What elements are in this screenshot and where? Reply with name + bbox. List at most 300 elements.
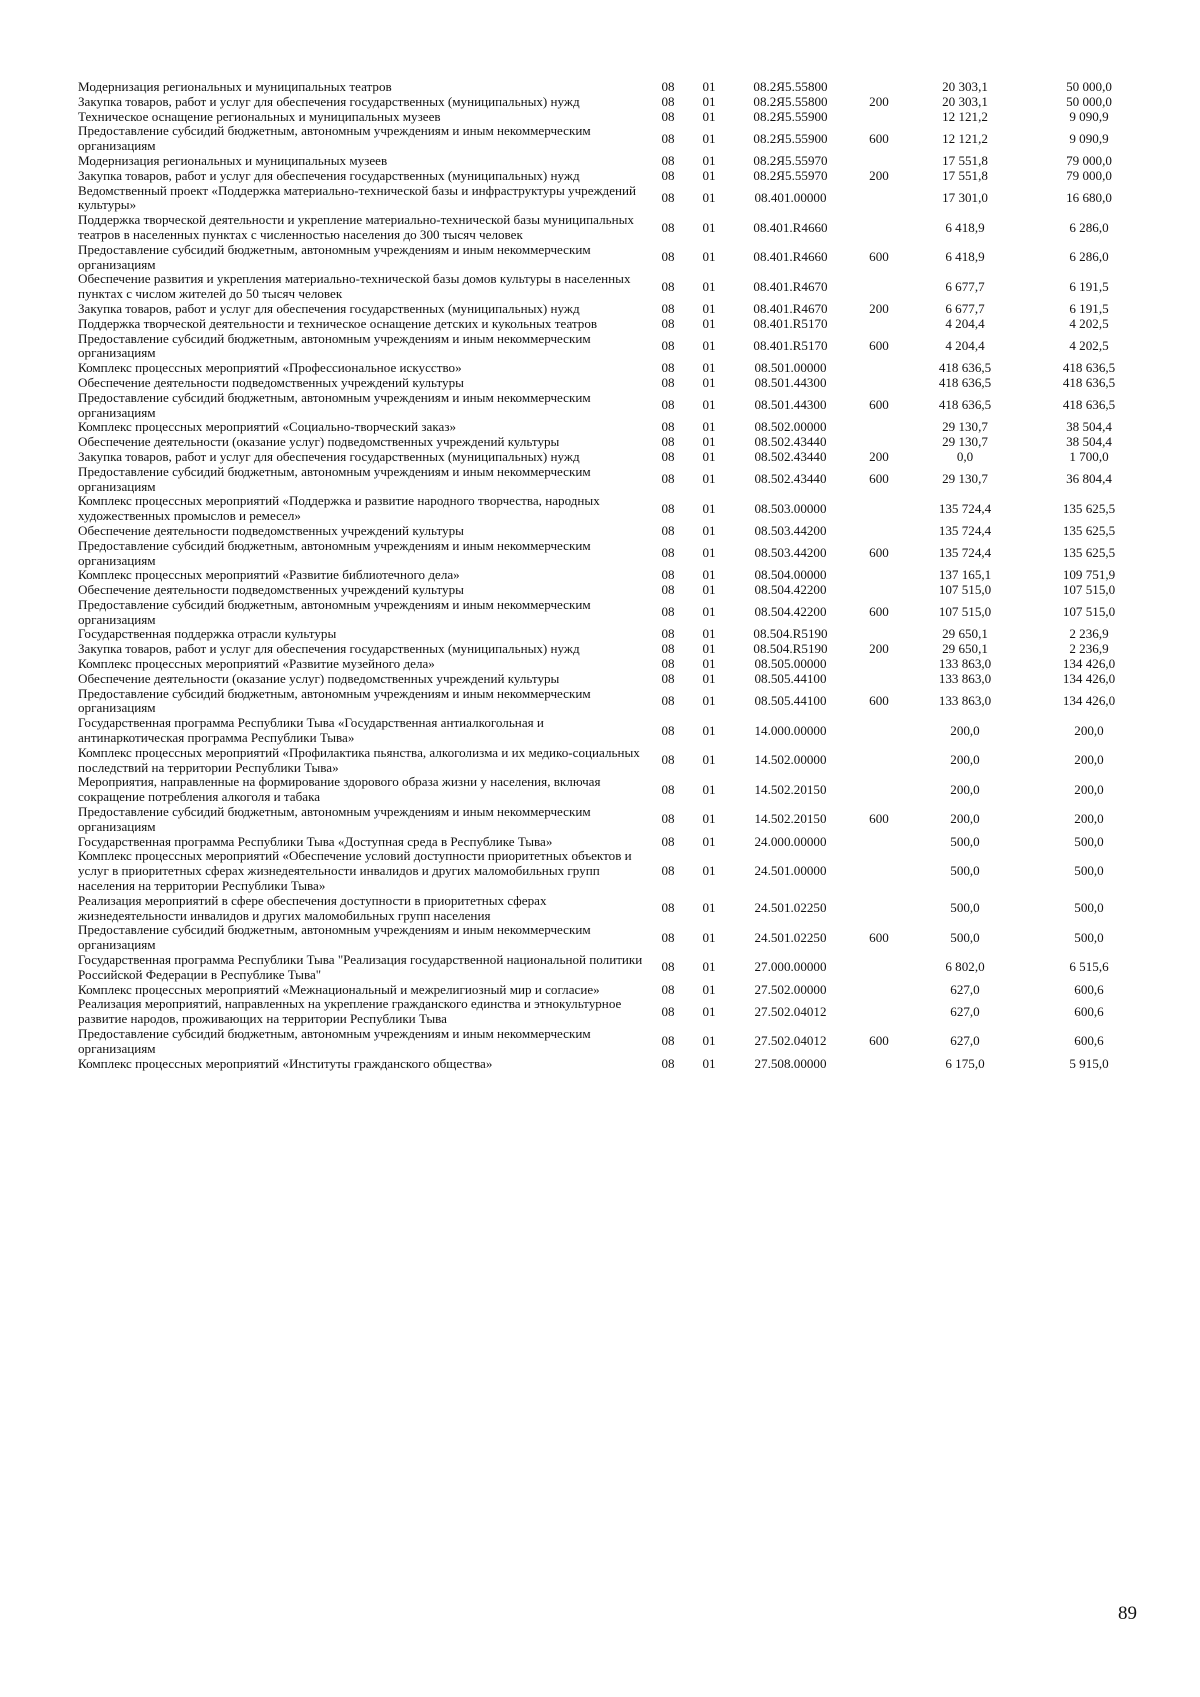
row-name: Государственная программа Республики Тыва «Государственная антиалкогольная и антинаркотическая программа Республики Тыва» <box>78 715 544 746</box>
row-amount-year-2: 4 202,5 <box>1069 315 1109 331</box>
row-target-article-code: 08.2Я5.55970 <box>753 152 828 168</box>
row-expense-type-code: 600 <box>869 811 889 827</box>
table-row <box>78 80 1153 95</box>
row-section-code: 08 <box>661 929 675 945</box>
row-section-code: 08 <box>661 900 675 916</box>
row-expense-type-code: 600 <box>869 471 889 487</box>
row-subsection-code: 01 <box>702 863 716 879</box>
table-row <box>78 95 1153 110</box>
row-name: Предоставление субсидий бюджетным, автономным учреждениям и иным некоммерческим организациям <box>78 389 591 420</box>
row-section-code: 08 <box>661 1003 675 1019</box>
row-name: Закупка товаров, работ и услуг для обеспечения государственных (муниципальных) нужд <box>78 641 580 657</box>
table-row <box>78 391 1153 421</box>
row-expense-type-code: 200 <box>869 641 889 657</box>
row-amount-year-1: 12 121,2 <box>942 130 988 146</box>
row-amount-year-2: 418 636,5 <box>1062 374 1116 390</box>
row-section-code: 08 <box>661 811 675 827</box>
row-amount-year-2: 418 636,5 <box>1062 397 1116 413</box>
row-amount-year-2: 79 000,0 <box>1066 167 1112 183</box>
table-row <box>78 849 1153 893</box>
row-section-code: 08 <box>661 500 675 516</box>
row-target-article-code: 08.503.44200 <box>754 545 827 561</box>
row-target-article-code: 08.505.00000 <box>754 656 827 672</box>
table-row <box>78 420 1153 435</box>
row-expense-type-code <box>853 997 905 1027</box>
row-section-code: 08 <box>661 419 675 435</box>
row-expense-type-code <box>853 435 905 450</box>
row-subsection-code: 01 <box>702 219 716 235</box>
row-subsection-code: 01 <box>702 448 716 464</box>
row-section-code: 08 <box>661 863 675 879</box>
row-name: Комплекс процессных мероприятий «Поддержка и развитие народного творчества, народных художественных промыслов и ремесел» <box>78 493 600 524</box>
row-amount-year-1: 627,0 <box>950 1003 980 1019</box>
row-name: Обеспечение деятельности (оказание услуг) подведомственных учреждений культуры <box>78 434 560 450</box>
row-section-code: 08 <box>661 1055 675 1071</box>
row-amount-year-2: 79 000,0 <box>1066 152 1112 168</box>
row-expense-type-code <box>853 568 905 583</box>
row-expense-type-code: 200 <box>869 167 889 183</box>
row-name: Обеспечение развития и укрепления материально-технической базы домов культуры в населенных пунктах с числом жителей до 50 тысяч человек <box>78 271 631 302</box>
row-amount-year-2: 500,0 <box>1074 929 1104 945</box>
row-target-article-code: 27.508.00000 <box>754 1055 827 1071</box>
table-row <box>78 642 1153 657</box>
row-amount-year-1: 4 204,4 <box>945 315 985 331</box>
row-target-article-code: 08.504.R5190 <box>753 641 828 657</box>
row-target-article-code: 08.502.00000 <box>754 419 827 435</box>
row-expense-type-code <box>853 213 905 243</box>
row-amount-year-2: 500,0 <box>1074 900 1104 916</box>
table-row <box>78 894 1153 924</box>
table-row <box>78 450 1153 465</box>
row-subsection-code: 01 <box>702 278 716 294</box>
row-expense-type-code: 600 <box>869 1033 889 1049</box>
row-section-code: 08 <box>661 981 675 997</box>
table-row <box>78 243 1153 273</box>
row-target-article-code: 08.501.44300 <box>754 397 827 413</box>
row-subsection-code: 01 <box>702 900 716 916</box>
row-name: Мероприятия, направленные на формирование здорового образа жизни у населения, включая сокращение потребления алкоголя и табака <box>78 774 601 805</box>
row-section-code: 08 <box>661 833 675 849</box>
row-amount-year-2: 600,6 <box>1074 1003 1104 1019</box>
table-row <box>78 184 1153 214</box>
row-expense-type-code <box>853 746 905 776</box>
row-amount-year-2: 135 625,5 <box>1062 545 1116 561</box>
row-amount-year-2: 6 515,6 <box>1069 959 1109 975</box>
row-expense-type-code: 200 <box>869 93 889 109</box>
row-amount-year-1: 17 551,8 <box>942 152 988 168</box>
row-target-article-code: 08.401.R4670 <box>753 300 828 316</box>
row-amount-year-2: 500,0 <box>1074 833 1104 849</box>
row-amount-year-2: 135 625,5 <box>1062 500 1116 516</box>
row-expense-type-code <box>853 1057 905 1072</box>
row-section-code: 08 <box>661 545 675 561</box>
row-subsection-code: 01 <box>702 1055 716 1071</box>
row-section-code: 08 <box>661 1033 675 1049</box>
row-subsection-code: 01 <box>702 626 716 642</box>
row-amount-year-1: 20 303,1 <box>942 93 988 109</box>
row-amount-year-2: 50 000,0 <box>1066 93 1112 109</box>
row-section-code: 08 <box>661 397 675 413</box>
table-row <box>78 376 1153 391</box>
row-amount-year-2: 36 804,4 <box>1066 471 1112 487</box>
row-amount-year-2: 6 286,0 <box>1069 249 1109 265</box>
row-amount-year-1: 133 863,0 <box>938 656 992 672</box>
row-subsection-code: 01 <box>702 397 716 413</box>
row-target-article-code: 14.502.00000 <box>754 752 827 768</box>
row-amount-year-1: 133 863,0 <box>938 670 992 686</box>
row-subsection-code: 01 <box>702 981 716 997</box>
row-target-article-code: 08.504.R5190 <box>753 626 828 642</box>
row-expense-type-code <box>853 272 905 302</box>
row-subsection-code: 01 <box>702 781 716 797</box>
row-amount-year-1: 6 677,7 <box>945 278 985 294</box>
row-name: Обеспечение деятельности подведомственных учреждений культуры <box>78 522 464 538</box>
row-target-article-code: 08.504.42200 <box>754 604 827 620</box>
row-amount-year-2: 9 090,9 <box>1069 130 1109 146</box>
row-subsection-code: 01 <box>702 300 716 316</box>
row-subsection-code: 01 <box>702 1003 716 1019</box>
row-subsection-code: 01 <box>702 811 716 827</box>
row-subsection-code: 01 <box>702 167 716 183</box>
row-amount-year-2: 38 504,4 <box>1066 419 1112 435</box>
row-name: Обеспечение деятельности подведомственных учреждений культуры <box>78 582 464 598</box>
row-subsection-code: 01 <box>702 693 716 709</box>
table-row <box>78 110 1153 125</box>
row-subsection-code: 01 <box>702 833 716 849</box>
row-amount-year-1: 17 551,8 <box>942 167 988 183</box>
row-expense-type-code <box>853 524 905 539</box>
row-target-article-code: 08.401.R4660 <box>753 249 828 265</box>
row-subsection-code: 01 <box>702 189 716 205</box>
row-name: Предоставление субсидий бюджетным, автономным учреждениям и иным некоммерческим организациям <box>78 241 591 272</box>
row-section-code: 08 <box>661 108 675 124</box>
row-amount-year-1: 200,0 <box>950 781 980 797</box>
row-expense-type-code <box>853 983 905 998</box>
row-target-article-code: 08.401.00000 <box>754 189 827 205</box>
table-row <box>78 169 1153 184</box>
row-name: Ведомственный проект «Поддержка материально-технической базы и инфраструктуры учреждений культуры» <box>78 182 637 213</box>
table-row <box>78 627 1153 642</box>
row-expense-type-code <box>853 835 905 850</box>
row-subsection-code: 01 <box>702 93 716 109</box>
row-amount-year-2: 2 236,9 <box>1069 641 1109 657</box>
table-row <box>78 746 1153 776</box>
row-expense-type-code <box>853 627 905 642</box>
row-expense-type-code <box>853 376 905 391</box>
row-subsection-code: 01 <box>702 1033 716 1049</box>
row-subsection-code: 01 <box>702 656 716 672</box>
row-name: Обеспечение деятельности подведомственных учреждений культуры <box>78 374 464 390</box>
row-target-article-code: 14.502.20150 <box>754 811 827 827</box>
row-section-code: 08 <box>661 448 675 464</box>
row-name: Предоставление субсидий бюджетным, автономным учреждениям и иным некоммерческим организациям <box>78 123 591 154</box>
table-row <box>78 317 1153 332</box>
row-target-article-code: 08.502.43440 <box>754 471 827 487</box>
row-name: Техническое оснащение региональных и муниципальных музеев <box>78 108 441 124</box>
row-amount-year-2: 600,6 <box>1074 981 1104 997</box>
table-row <box>78 435 1153 450</box>
row-amount-year-1: 6 677,7 <box>945 300 985 316</box>
row-section-code: 08 <box>661 656 675 672</box>
row-target-article-code: 08.401.R4670 <box>753 278 828 294</box>
row-section-code: 08 <box>661 360 675 376</box>
row-amount-year-1: 500,0 <box>950 863 980 879</box>
row-subsection-code: 01 <box>702 108 716 124</box>
row-target-article-code: 08.505.44100 <box>754 693 827 709</box>
row-section-code: 08 <box>661 278 675 294</box>
row-amount-year-1: 627,0 <box>950 981 980 997</box>
row-section-code: 08 <box>661 522 675 538</box>
row-expense-type-code <box>853 583 905 598</box>
row-expense-type-code: 600 <box>869 604 889 620</box>
row-name: Комплекс процессных мероприятий «Профилактика пьянства, алкоголизма и их медико-социальных последствий на территории Республики Тыва» <box>78 744 640 775</box>
row-subsection-code: 01 <box>702 152 716 168</box>
row-target-article-code: 08.2Я5.55900 <box>753 130 828 146</box>
table-row <box>78 672 1153 687</box>
row-target-article-code: 08.504.00000 <box>754 567 827 583</box>
row-amount-year-1: 107 515,0 <box>938 604 992 620</box>
row-amount-year-1: 200,0 <box>950 811 980 827</box>
row-amount-year-2: 50 000,0 <box>1066 79 1112 94</box>
row-amount-year-1: 500,0 <box>950 900 980 916</box>
row-target-article-code: 08.2Я5.55970 <box>753 167 828 183</box>
row-subsection-code: 01 <box>702 752 716 768</box>
row-name: Комплекс процессных мероприятий «Межнациональный и межрелигиозный мир и согласие» <box>78 981 600 997</box>
row-name: Предоставление субсидий бюджетным, автономным учреждениям и иным некоммерческим организациям <box>78 804 591 834</box>
row-target-article-code: 14.502.20150 <box>754 781 827 797</box>
table-row <box>78 524 1153 539</box>
row-subsection-code: 01 <box>702 315 716 331</box>
row-expense-type-code <box>853 110 905 125</box>
row-amount-year-1: 6 175,0 <box>945 1055 985 1071</box>
row-amount-year-2: 6 191,5 <box>1069 278 1109 294</box>
table-row <box>78 805 1153 835</box>
row-section-code: 08 <box>661 315 675 331</box>
row-amount-year-1: 137 165,1 <box>938 567 992 583</box>
row-amount-year-2: 500,0 <box>1074 863 1104 879</box>
row-target-article-code: 27.502.00000 <box>754 981 827 997</box>
row-amount-year-1: 29 130,7 <box>942 434 988 450</box>
row-amount-year-2: 16 680,0 <box>1066 189 1112 205</box>
row-amount-year-2: 418 636,5 <box>1062 360 1116 376</box>
row-amount-year-1: 6 418,9 <box>945 249 985 265</box>
row-expense-type-code: 200 <box>869 448 889 464</box>
row-expense-type-code <box>853 849 905 893</box>
row-expense-type-code <box>853 80 905 95</box>
row-amount-year-1: 418 636,5 <box>938 360 992 376</box>
row-target-article-code: 14.000.00000 <box>754 722 827 738</box>
row-amount-year-2: 134 426,0 <box>1062 656 1116 672</box>
row-name: Поддержка творческой деятельности и техническое оснащение детских и кукольных театров <box>78 315 598 331</box>
table-row <box>78 361 1153 376</box>
budget-table-body <box>78 80 1153 1071</box>
row-subsection-code: 01 <box>702 545 716 561</box>
table-row <box>78 539 1153 569</box>
row-amount-year-2: 134 426,0 <box>1062 693 1116 709</box>
table-row <box>78 272 1153 302</box>
row-amount-year-2: 1 700,0 <box>1069 448 1109 464</box>
page-number: 89 <box>1118 1603 1137 1624</box>
row-section-code: 08 <box>661 434 675 450</box>
row-section-code: 08 <box>661 959 675 975</box>
row-expense-type-code <box>853 361 905 376</box>
row-amount-year-1: 135 724,4 <box>938 500 992 516</box>
row-name: Реализация мероприятий в сфере обеспечения доступности в приоритетных сферах жизнедеятельности инвалидов и других маломобильных групп населения <box>78 892 547 923</box>
row-subsection-code: 01 <box>702 419 716 435</box>
row-amount-year-1: 6 802,0 <box>945 959 985 975</box>
row-subsection-code: 01 <box>702 374 716 390</box>
row-expense-type-code <box>853 657 905 672</box>
row-expense-type-code <box>853 894 905 924</box>
row-target-article-code: 08.502.43440 <box>754 448 827 464</box>
row-section-code: 08 <box>661 567 675 583</box>
row-amount-year-1: 29 130,7 <box>942 419 988 435</box>
row-expense-type-code <box>853 953 905 983</box>
row-subsection-code: 01 <box>702 500 716 516</box>
row-amount-year-1: 29 650,1 <box>942 626 988 642</box>
row-target-article-code: 24.501.00000 <box>754 863 827 879</box>
row-expense-type-code <box>853 420 905 435</box>
row-name: Обеспечение деятельности (оказание услуг) подведомственных учреждений культуры <box>78 670 560 686</box>
row-name: Поддержка творческой деятельности и укрепление материально-технической базы муниципальных театров в населенных пунктах с численностью населения до 300 тысяч человек <box>78 212 634 242</box>
row-amount-year-1: 200,0 <box>950 752 980 768</box>
row-section-code: 08 <box>661 152 675 168</box>
row-amount-year-1: 418 636,5 <box>938 397 992 413</box>
row-name: Комплекс процессных мероприятий «Профессиональное искусство» <box>78 360 462 376</box>
row-subsection-code: 01 <box>702 670 716 686</box>
row-amount-year-2: 38 504,4 <box>1066 434 1112 450</box>
row-target-article-code: 24.000.00000 <box>754 833 827 849</box>
row-expense-type-code <box>853 716 905 746</box>
row-subsection-code: 01 <box>702 360 716 376</box>
table-row <box>78 583 1153 598</box>
row-amount-year-2: 5 915,0 <box>1069 1055 1109 1071</box>
row-expense-type-code: 600 <box>869 693 889 709</box>
row-expense-type-code: 200 <box>869 300 889 316</box>
row-section-code: 08 <box>661 471 675 487</box>
budget-table <box>78 80 1153 1071</box>
row-expense-type-code <box>853 672 905 687</box>
row-amount-year-1: 627,0 <box>950 1033 980 1049</box>
row-target-article-code: 08.504.42200 <box>754 582 827 598</box>
row-target-article-code: 27.502.04012 <box>754 1003 827 1019</box>
row-name: Комплекс процессных мероприятий «Развитие библиотечного дела» <box>78 567 460 583</box>
row-subsection-code: 01 <box>702 959 716 975</box>
row-section-code: 08 <box>661 79 675 94</box>
table-row <box>78 953 1153 983</box>
row-name: Комплекс процессных мероприятий «Обеспечение условий доступности приоритетных объектов и услуг в приоритетных сферах жизнедеятельности инвалидов и других маломобильных групп населения на территории Республики Тыва» <box>78 848 632 894</box>
row-expense-type-code: 600 <box>869 545 889 561</box>
row-amount-year-1: 500,0 <box>950 833 980 849</box>
row-expense-type-code <box>853 494 905 524</box>
table-row <box>78 983 1153 998</box>
table-row <box>78 997 1153 1027</box>
row-name: Модернизация региональных и муниципальных музеев <box>78 152 388 168</box>
row-target-article-code: 08.401.R5170 <box>753 337 828 353</box>
row-subsection-code: 01 <box>702 79 716 94</box>
row-section-code: 08 <box>661 670 675 686</box>
row-amount-year-1: 418 636,5 <box>938 374 992 390</box>
row-section-code: 08 <box>661 130 675 146</box>
row-section-code: 08 <box>661 693 675 709</box>
row-amount-year-2: 109 751,9 <box>1062 567 1116 583</box>
row-amount-year-1: 4 204,4 <box>945 337 985 353</box>
table-row <box>78 465 1153 495</box>
row-name: Предоставление субсидий бюджетным, автономным учреждениям и иным некоммерческим организациям <box>78 922 591 953</box>
row-amount-year-1: 107 515,0 <box>938 582 992 598</box>
row-section-code: 08 <box>661 374 675 390</box>
row-expense-type-code: 600 <box>869 249 889 265</box>
row-subsection-code: 01 <box>702 567 716 583</box>
table-row <box>78 213 1153 243</box>
table-row <box>78 154 1153 169</box>
row-subsection-code: 01 <box>702 522 716 538</box>
row-name: Закупка товаров, работ и услуг для обеспечения государственных (муниципальных) нужд <box>78 167 580 183</box>
table-row <box>78 1057 1153 1072</box>
row-section-code: 08 <box>661 249 675 265</box>
table-row <box>78 657 1153 672</box>
table-row <box>78 923 1153 953</box>
row-target-article-code: 08.401.R5170 <box>753 315 828 331</box>
row-amount-year-1: 6 418,9 <box>945 219 985 235</box>
row-subsection-code: 01 <box>702 604 716 620</box>
row-subsection-code: 01 <box>702 582 716 598</box>
row-amount-year-2: 200,0 <box>1074 781 1104 797</box>
row-target-article-code: 08.505.44100 <box>754 670 827 686</box>
row-subsection-code: 01 <box>702 249 716 265</box>
table-row <box>78 716 1153 746</box>
row-name: Закупка товаров, работ и услуг для обеспечения государственных (муниципальных) нужд <box>78 300 580 316</box>
row-target-article-code: 08.2Я5.55900 <box>753 108 828 124</box>
row-amount-year-2: 200,0 <box>1074 811 1104 827</box>
row-section-code: 08 <box>661 219 675 235</box>
row-name: Закупка товаров, работ и услуг для обеспечения государственных (муниципальных) нужд <box>78 448 580 464</box>
row-expense-type-code: 600 <box>869 929 889 945</box>
row-subsection-code: 01 <box>702 434 716 450</box>
row-amount-year-2: 4 202,5 <box>1069 337 1109 353</box>
row-target-article-code: 27.502.04012 <box>754 1033 827 1049</box>
table-row <box>78 302 1153 317</box>
row-name: Реализация мероприятий, направленных на укрепление гражданского единства и этнокультурное развитие народов, проживающих на территории Республики Тыва <box>78 996 622 1027</box>
row-name: Модернизация региональных и муниципальных театров <box>78 79 392 94</box>
row-amount-year-2: 200,0 <box>1074 722 1104 738</box>
table-row <box>78 1027 1153 1057</box>
row-amount-year-2: 6 191,5 <box>1069 300 1109 316</box>
row-section-code: 08 <box>661 722 675 738</box>
table-row <box>78 775 1153 805</box>
row-amount-year-1: 17 301,0 <box>942 189 988 205</box>
row-section-code: 08 <box>661 781 675 797</box>
row-amount-year-1: 29 650,1 <box>942 641 988 657</box>
row-subsection-code: 01 <box>702 337 716 353</box>
row-section-code: 08 <box>661 189 675 205</box>
row-name: Предоставление субсидий бюджетным, автономным учреждениям и иным некоммерческим организациям <box>78 685 591 716</box>
row-amount-year-1: 12 121,2 <box>942 108 988 124</box>
row-expense-type-code: 600 <box>869 397 889 413</box>
row-subsection-code: 01 <box>702 471 716 487</box>
table-row <box>78 124 1153 154</box>
row-section-code: 08 <box>661 167 675 183</box>
row-expense-type-code <box>853 184 905 214</box>
row-name: Закупка товаров, работ и услуг для обеспечения государственных (муниципальных) нужд <box>78 93 580 109</box>
table-row <box>78 835 1153 850</box>
row-amount-year-2: 2 236,9 <box>1069 626 1109 642</box>
row-section-code: 08 <box>661 93 675 109</box>
row-name: Государственная программа Республики Тыва "Реализация государственной национальной политики Российской Федерации в Республике Тыва" <box>78 952 643 982</box>
row-section-code: 08 <box>661 337 675 353</box>
row-target-article-code: 08.501.00000 <box>754 360 827 376</box>
row-target-article-code: 24.501.02250 <box>754 900 827 916</box>
